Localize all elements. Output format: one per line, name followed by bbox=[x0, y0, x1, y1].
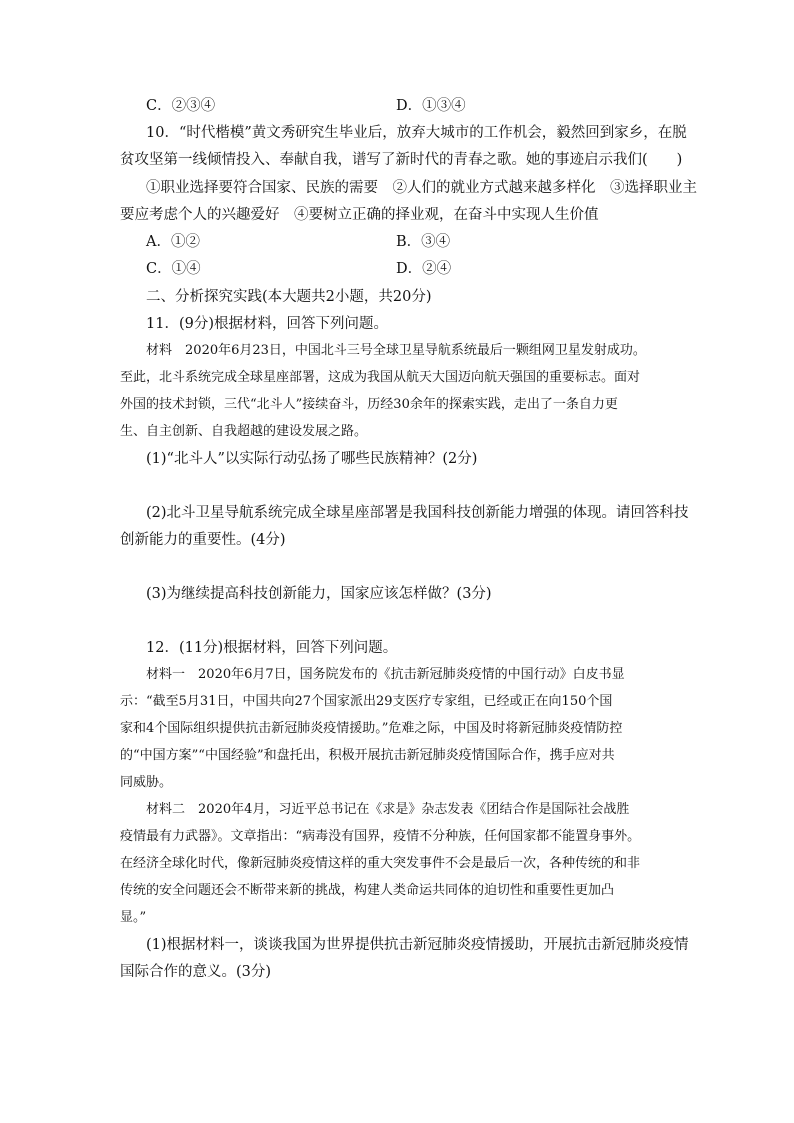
q11-sub2-line1: (2)北斗卫星导航系统完成全球星座部署是我国科技创新能力增强的体现。请回答科技 bbox=[146, 505, 689, 521]
q12-material1-line5: 同威胁。 bbox=[120, 775, 173, 790]
q12-material2-text: 2020年4月，习近平总书记在《求是》杂志发表《团结合作是国际社会战胜 bbox=[198, 802, 630, 817]
q12-material2-line4: 传统的安全问题还会不断带来新的挑战，构建人类命运共同体的迫切性和重要性更加凸 bbox=[120, 883, 615, 898]
q12-material1-line2: 示：“截至5月31日，中国共向27个国家派出29支医疗专家组，已经或正在向150个国 bbox=[120, 694, 613, 709]
q10-option-b: B．③④ bbox=[396, 234, 451, 250]
q10-option-d: D．②④ bbox=[396, 261, 452, 277]
q10-stem-line2: 贫攻坚第一线倾情投入、奉献自我，谱写了新时代的青春之歌。她的事迹启示我们( ) bbox=[120, 152, 683, 168]
q12-material1-line4: 的“中国方案”“中国经验”和盘托出，积极开展抗击新冠肺炎疫情国际合作，携手应对共 bbox=[120, 748, 615, 763]
q12-sub1-line1: (1)根据材料一，谈谈我国为世界提供抗击新冠肺炎疫情援助，开展抗击新冠肺炎疫情 bbox=[146, 937, 689, 953]
q12-material2-label: 材料二 bbox=[146, 802, 186, 817]
q10-option-a: A．①② bbox=[146, 234, 200, 250]
q12-material2-line5: 显。” bbox=[120, 910, 147, 925]
q10-option-c: C．①④ bbox=[146, 261, 201, 277]
q12-material2-line3: 在经济全球化时代，像新冠肺炎疫情这样的重大突发事件不会是最后一次，各种传统的和非 bbox=[120, 856, 641, 871]
q12-sub1-line2: 国际合作的意义。(3分) bbox=[120, 964, 272, 980]
q11-material-line1 bbox=[146, 341, 646, 361]
q12-material1-line3: 家和4个国际组织提供抗击新冠肺炎疫情援助。”危难之际，中国及时将新冠肺炎疫情防控 bbox=[120, 721, 623, 736]
section2-title: 二、分析探究实践(本大题共2小题，共20分) bbox=[146, 289, 432, 305]
q11-sub3: (3)为继续提高科技创新能力，国家应该怎样做？(3分) bbox=[146, 586, 492, 602]
q11-sub2-line2: 创新能力的重要性。(4分) bbox=[120, 532, 286, 548]
q11-material-text: 2020年6月23日，中国北斗三号全球卫星导航系统最后一颗组网卫星发射成功。 bbox=[185, 343, 646, 358]
q11-stem: 11．(9分)根据材料，回答下列问题。 bbox=[146, 316, 388, 332]
q10-choices-line2: 要应考虑个人的兴趣爱好 ④要树立正确的择业观，在奋斗中实现人生价值 bbox=[120, 207, 599, 223]
q10-stem-line1: 10．“时代楷模”黄文秀研究生毕业后，放弃大城市的工作机会，毅然回到家乡，在脱 bbox=[146, 125, 687, 141]
q12-material1-label: 材料一 bbox=[146, 667, 186, 682]
q9-option-d: D．①③④ bbox=[396, 98, 466, 114]
q12-stem: 12．(11分)根据材料，回答下列问题。 bbox=[146, 640, 398, 656]
q11-material-line3: 外国的技术封锁，三代“北斗人”接续奋斗，历经30余年的探索实践，走出了一条自力更 bbox=[120, 397, 618, 412]
q11-material-line2: 至此，北斗系统完成全球星座部署，这成为我国从航天大国迈向航天强国的重要标志。面对 bbox=[120, 370, 641, 385]
q11-material-line4: 生、自主创新、自我超越的建设发展之路。 bbox=[120, 424, 368, 439]
q9-option-c: C．②③④ bbox=[146, 98, 216, 114]
q11-material-label: 材料 bbox=[146, 343, 173, 358]
q12-material2-line1 bbox=[146, 800, 629, 820]
q12-material1-line1 bbox=[146, 665, 625, 685]
q11-sub1: (1)“北斗人”以实际行动弘扬了哪些民族精神？(2分) bbox=[146, 451, 478, 467]
q10-choices-line1: ①职业选择要符合国家、民族的需要 ②人们的就业方式越来越多样化 ③选择职业主 bbox=[146, 180, 697, 196]
q12-material1-text: 2020年6月7日，国务院发布的《抗击新冠肺炎疫情的中国行动》白皮书显 bbox=[198, 667, 625, 682]
q12-material2-line2: 疫情最有力武器》。文章指出：“病毒没有国界，疫情不分种族，任何国家都不能置身事外。 bbox=[120, 829, 641, 844]
